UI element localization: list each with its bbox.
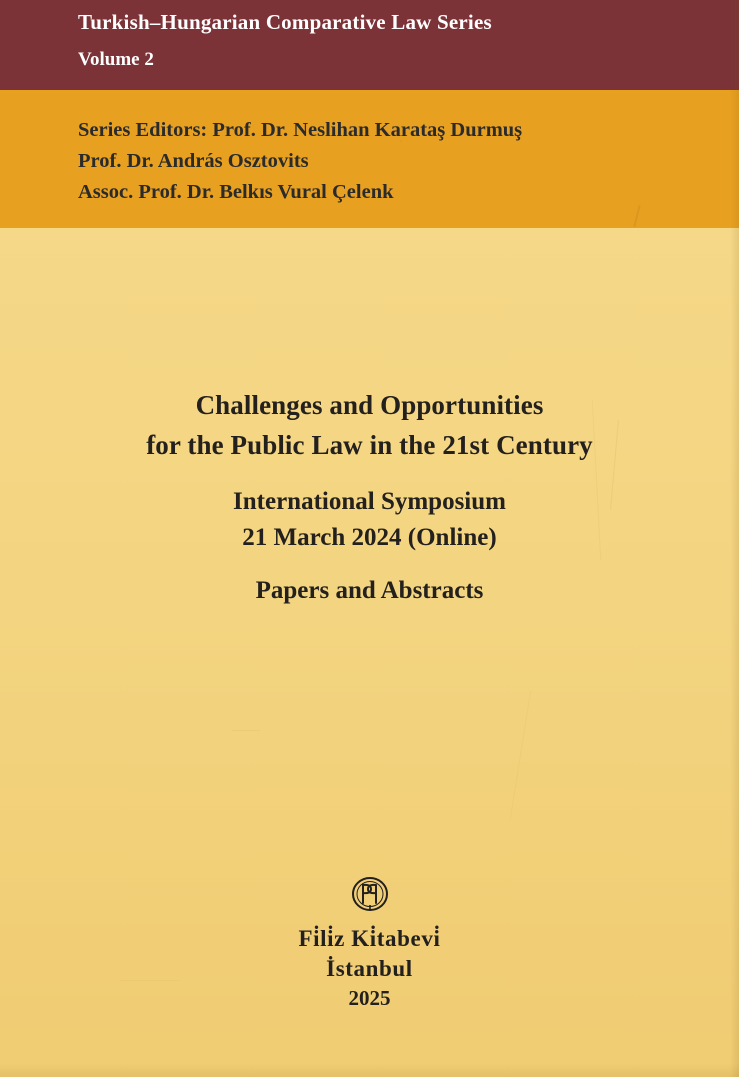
editors-banner [0, 90, 739, 228]
subtitle-line-1: International Symposium [233, 488, 506, 515]
editor-line-1: Series Editors: Prof. Dr. Neslihan Karataş Durmuş [78, 119, 523, 141]
publisher-block [0, 872, 739, 1012]
book-title [0, 385, 739, 465]
contents-label: Papers and Abstracts [255, 577, 484, 604]
subtitle-line-2: 21 March 2024 (Online) [242, 524, 497, 551]
publisher-city: İstanbul [326, 956, 413, 981]
book-subtitle [0, 484, 739, 556]
publisher-logo-icon [346, 872, 394, 916]
publisher-name: Fi̇li̇z Ki̇tabevi̇ [298, 926, 441, 951]
book-title-line-1: Challenges and Opportunities [195, 390, 544, 420]
contents-label-block [0, 577, 739, 605]
editor-line-3: Assoc. Prof. Dr. Belkıs Vural Çelenk [78, 181, 394, 203]
publication-year: 2025 [348, 986, 391, 1010]
series-volume: Volume 2 [78, 49, 154, 70]
editor-line-2: Prof. Dr. András Osztovits [78, 150, 309, 172]
series-banner [0, 0, 739, 90]
series-title: Turkish–Hungarian Comparative Law Series [78, 10, 492, 34]
book-title-line-2: for the Public Law in the 21st Century [146, 430, 593, 460]
